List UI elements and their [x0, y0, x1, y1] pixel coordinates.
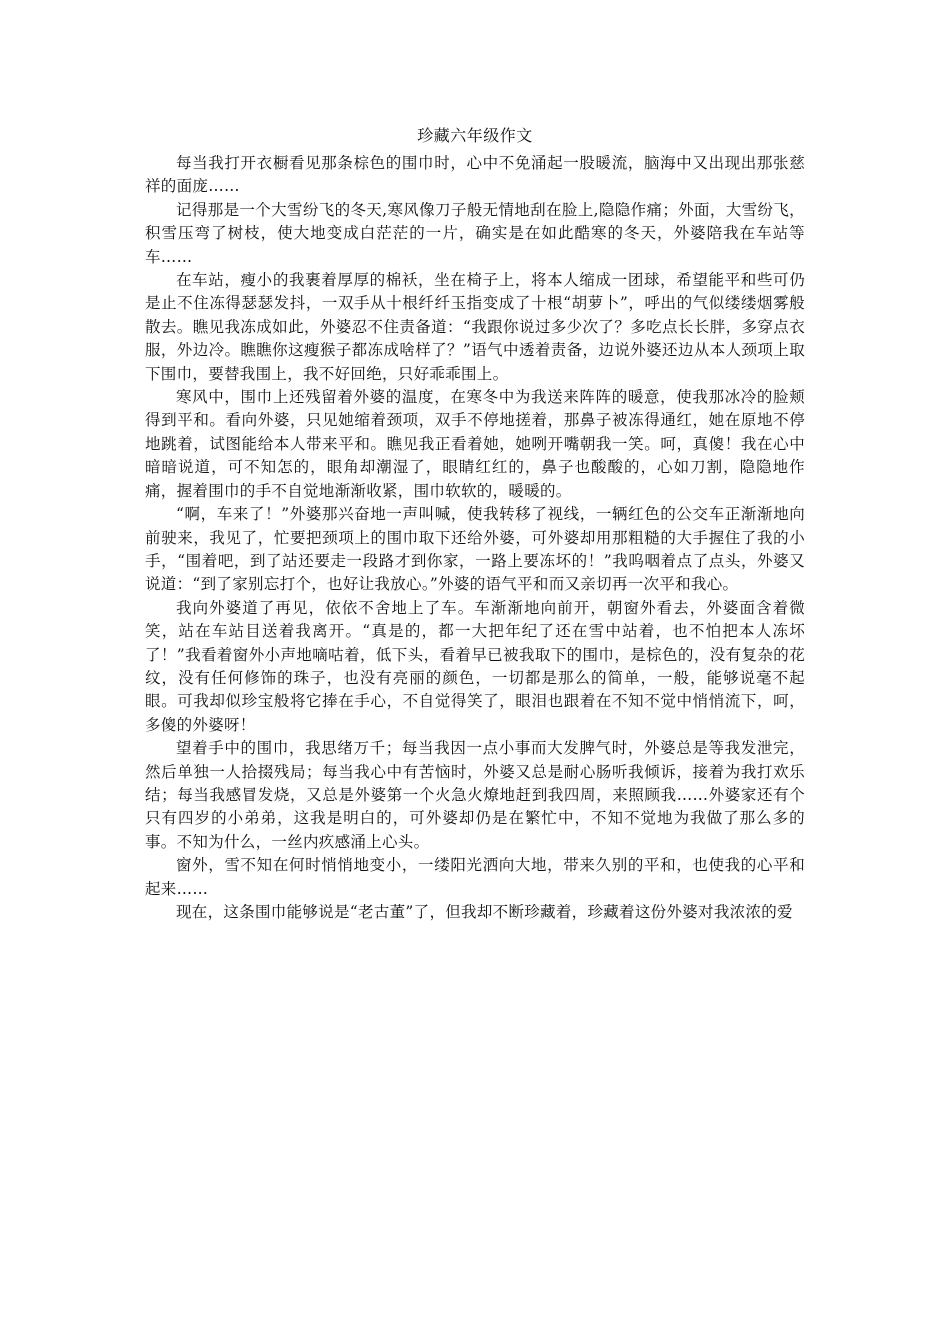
document-title: 珍藏六年级作文 — [417, 126, 533, 145]
paragraph: 每当我打开衣橱看见那条棕色的围巾时，心中不免涌起一股暖流，脑海中又出现出那张慈祥的面庞…… — [145, 154, 805, 196]
paragraph: 在车站，瘦小的我裹着厚厚的棉袄，坐在椅子上，将本人缩成一团球，希望能平和些可仍是止不住冻得瑟瑟发抖，一双手从十根纤纤玉指变成了十根“胡萝卜”，呼出的气似缕缕烟雾般散去。瞧见我冻成如此，外婆忍不住责备道：“我跟你说过多少次了？多吃点长长胖，多穿点衣服，外边冷。瞧瞧你这瘦猴子都冻成啥样了？”语气中透着责备，边说外婆还边从本人颈项上取下围巾，要替我围上，我不好回绝，只好乖乖围上。 — [145, 271, 805, 383]
paragraph: 寒风中，围巾上还残留着外婆的温度，在寒冬中为我送来阵阵的暖意，使我那冰冷的脸颊得到平和。看向外婆，只见她缩着颈项，双手不停地搓着，那鼻子被冻得通红，她在原地不停地跳着，试图能给本人带来平和。瞧见我正看着她，她咧开嘴朝我一笑。呵，真傻！我在心中暗暗说道，可不知怎的，眼角却潮湿了，眼睛红红的，鼻子也酸酸的，心如刀割，隐隐地作痛，握着围巾的手不自觉地渐渐收紧，围巾软软的，暖暖的。 — [145, 388, 805, 500]
paragraph: 窗外，雪不知在何时悄悄地变小，一缕阳光洒向大地，带来久别的平和，也使我的心平和起来…… — [145, 856, 805, 898]
document-page — [145, 126, 805, 924]
paragraph: 我向外婆道了再见，依依不舍地上了车。车渐渐地向前开，朝窗外看去，外婆面含着微笑，站在车站目送着我离开。“真是的，都一大把年纪了还在雪中站着，也不怕把本人冻坏了！”我看着窗外小声地嘀咕着，低下头，看着早已被我取下的围巾，是棕色的，没有复杂的花纹，没有任何修饰的珠子，也没有亮丽的颜色，一切都是那么的简单，一般，能够说毫不起眼。可我却似珍宝般将它捧在手心，不自觉得笑了，眼泪也跟着在不知不觉中悄悄流下，呵，多傻的外婆呀！ — [145, 598, 805, 734]
paragraph: “啊，车来了！”外婆那兴奋地一声叫喊，使我转移了视线，一辆红色的公交车正渐渐地向前驶来，我见了，忙要把颈项上的围巾取下还给外婆，可外婆却用那粗糙的大手握住了我的小手，“围着吧，到了站还要走一段路才到你家，一路上要冻坏的！”我呜咽着点了点头，外婆又说道：“到了家别忘打个，也好让我放心。”外婆的语气平和而又亲切再一次平和我心。 — [145, 505, 805, 594]
paragraph: 望着手中的围巾，我思绪万千；每当我因一点小事而大发脾气时，外婆总是等我发泄完，然后单独一人拾掇残局；每当我心中有苦恼时，外婆又总是耐心肠听我倾诉，接着为我打欢乐结；每当我感冒发烧，又总是外婆第一个火急火燎地赶到我四周，来照顾我……外婆家还有个只有四岁的小弟弟，这我是明白的，可外婆却仍是在繁忙中，不知不觉地为我做了那么多的事。不知为什么，一丝内疚感涌上心头。 — [145, 739, 805, 851]
paragraph: 记得那是一个大雪纷飞的冬天,寒风像刀子般无情地刮在脸上,隐隐作痛；外面，大雪纷飞，积雪压弯了树枝，使大地变成白茫茫的一片，确实是在如此酷寒的冬天，外婆陪我在车站等车…… — [145, 200, 805, 266]
paragraph: 现在，这条围巾能够说是“老古董”了，但我却不断珍藏着，珍藏着这份外婆对我浓浓的爱 — [176, 903, 793, 921]
